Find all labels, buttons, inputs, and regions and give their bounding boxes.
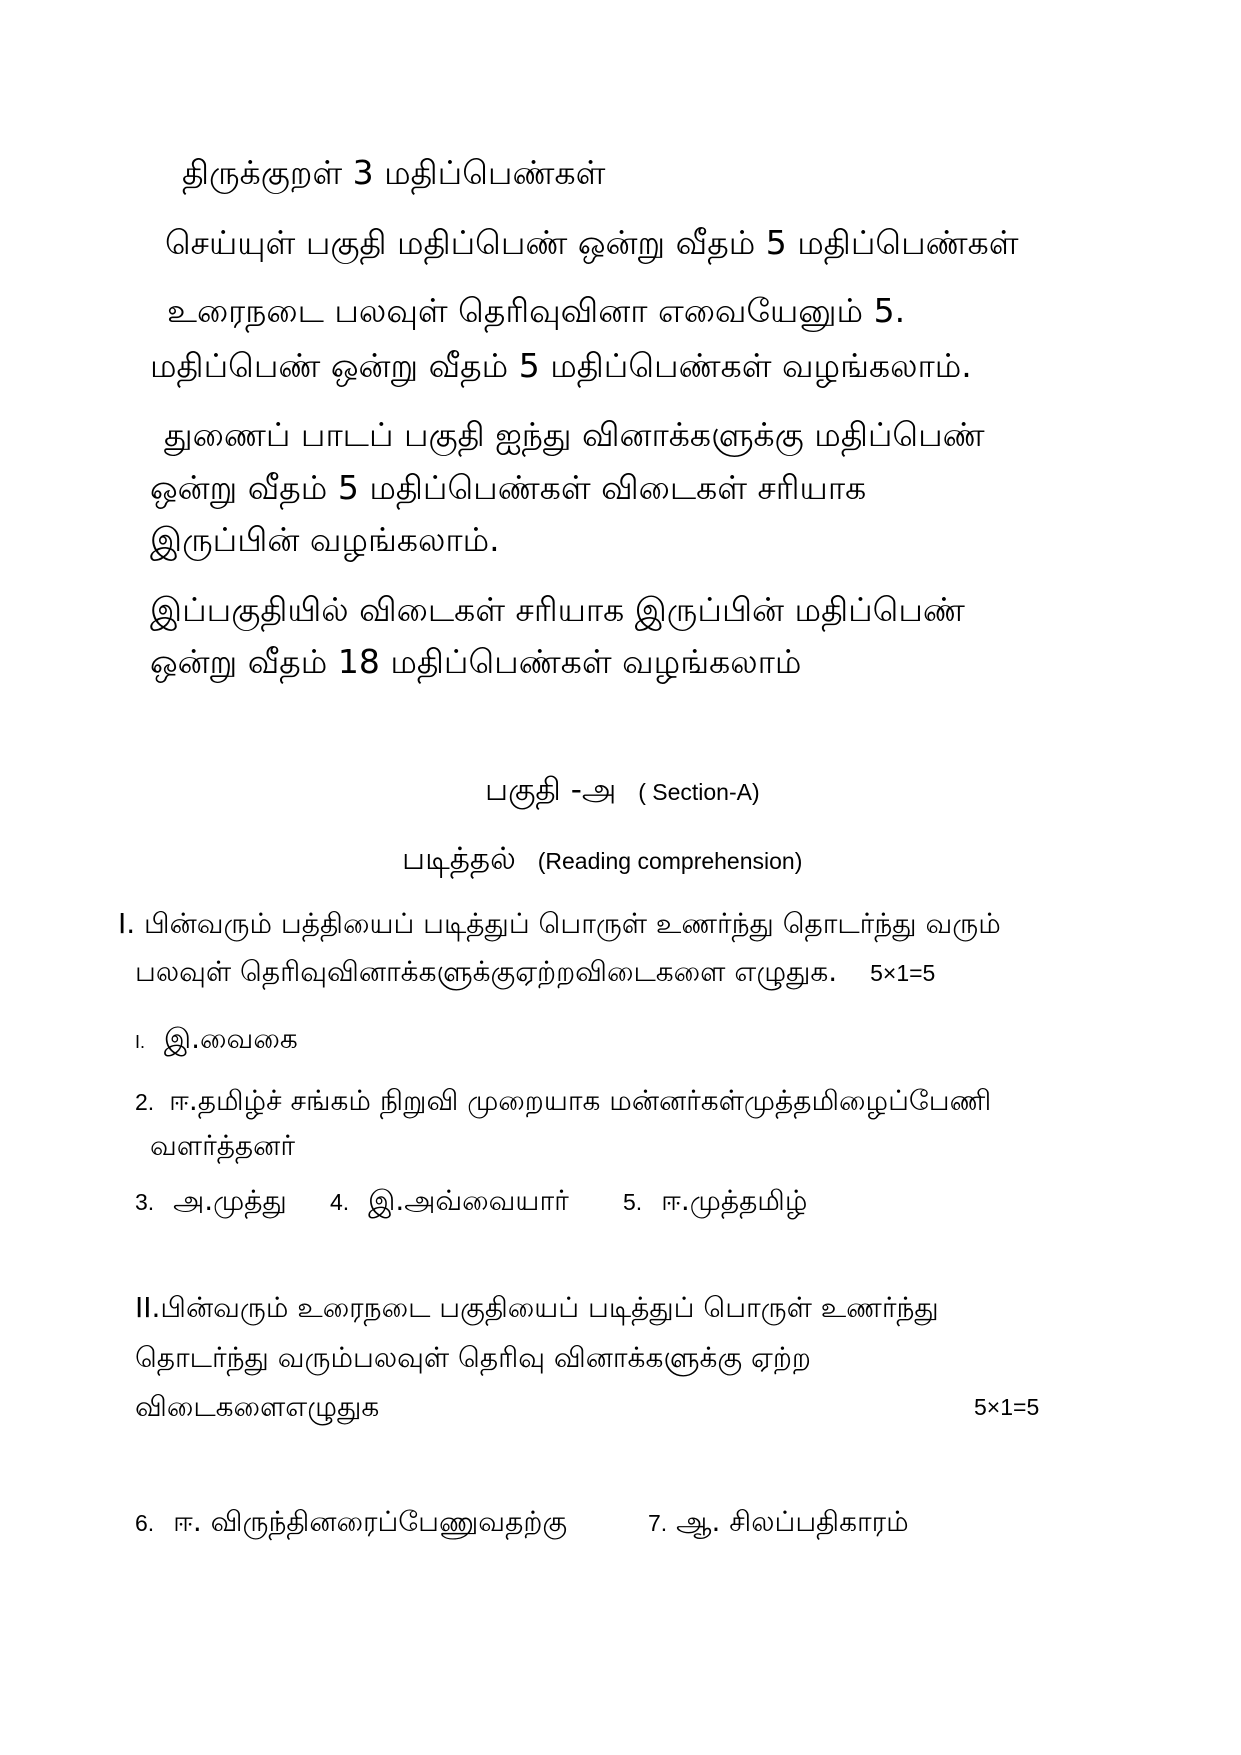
answer-7 <box>648 1505 909 1538</box>
answer-2 <box>135 1084 992 1117</box>
section-subtitle-english: (Reading comprehension) <box>537 848 803 874</box>
note-thirukkural: திருக்குறள் 3 மதிப்பெண்கள் <box>182 153 606 192</box>
note-section-line2: ஒன்று வீதம் 18 மதிப்பெண்கள் வழங்கலாம் <box>150 642 802 681</box>
answer-7-text: ஆ. சிலப்பதிகாரம் <box>676 1505 909 1538</box>
answer-6-number: 6. <box>135 1510 155 1536</box>
question1-line1: I. பின்வரும் பத்தியைப் படித்துப் பொருள் உணர்ந்து தொடர்ந்து வரும் <box>118 907 1001 940</box>
answer-1-number: I. <box>135 1032 146 1052</box>
note-supplementary-line3: இருப்பின் வழங்கலாம். <box>150 520 500 559</box>
question2-line2: தொடர்ந்து வரும்பலவுள் தெரிவு வினாக்களுக்கு ஏற்ற <box>135 1341 811 1374</box>
section-subheading <box>402 841 803 877</box>
note-supplementary-line2: ஒன்று வீதம் 5 மதிப்பெண்கள் விடைகள் சரியாக <box>150 468 867 507</box>
answer-2-text-line2: வளர்த்தனர் <box>150 1129 295 1162</box>
answer-5-number: 5. <box>623 1189 643 1215</box>
section-heading <box>485 772 760 808</box>
note-section-line1: இப்பகுதியில் விடைகள் சரியாக இருப்பின் மதிப்பெண் <box>150 590 965 629</box>
answer-5-text: ஈ.முத்தமிழ் <box>661 1184 808 1217</box>
note-prose-line2: மதிப்பெண் ஒன்று வீதம் 5 மதிப்பெண்கள் வழங்கலாம். <box>150 346 972 385</box>
question1-marks: 5×1=5 <box>870 960 936 986</box>
section-title-english: ( Section-A) <box>638 779 760 805</box>
note-poem: செய்யுள் பகுதி மதிப்பெண் ஒன்று வீதம் 5 மதிப்பெண்கள் <box>165 223 1019 262</box>
answer-7-number: 7. <box>648 1510 668 1536</box>
answer-3-number: 3. <box>135 1189 155 1215</box>
answer-4-number: 4. <box>330 1189 350 1215</box>
answer-1 <box>135 1022 298 1055</box>
question2-line3: விடைகளைஎழுதுக <box>135 1390 380 1423</box>
answer-6-text: ஈ. விருந்தினரைப்பேணுவதற்கு <box>173 1505 568 1538</box>
section-title-tamil: பகுதி -அ <box>485 772 617 808</box>
answer-3 <box>135 1184 287 1217</box>
answer-4 <box>330 1184 569 1217</box>
question1-line2-text: பலவுள் தெரிவுவினாக்களுக்குஏற்றவிடைகளை எழுதுக. <box>135 955 838 988</box>
question2-line1: II.பின்வரும் உரைநடை பகுதியைப் படித்துப் பொருள் உணர்ந்து <box>135 1291 939 1324</box>
answer-2-number: 2. <box>135 1089 155 1115</box>
section-subtitle-tamil: படித்தல் <box>402 841 516 877</box>
question2-marks: 5×1=5 <box>974 1394 1040 1420</box>
answer-2-text-line1: ஈ.தமிழ்ச் சங்கம் நிறுவி முறையாக மன்னர்கள்முத்தமிழைப்பேணி <box>169 1084 992 1117</box>
answer-3-text: அ.முத்து <box>173 1184 287 1217</box>
answer-1-text: இ.வைகை <box>163 1022 298 1055</box>
question1-line2 <box>135 955 936 988</box>
note-prose-line1: உரைநடை பலவுள் தெரிவுவினா எவையேனும் 5. <box>167 291 906 330</box>
answer-4-text: இ.அவ்வையார் <box>368 1184 569 1217</box>
answer-5 <box>623 1184 808 1217</box>
answer-6 <box>135 1505 568 1538</box>
note-supplementary-line1: துணைப் பாடப் பகுதி ஐந்து வினாக்களுக்கு மதிப்பெண் <box>164 415 985 454</box>
